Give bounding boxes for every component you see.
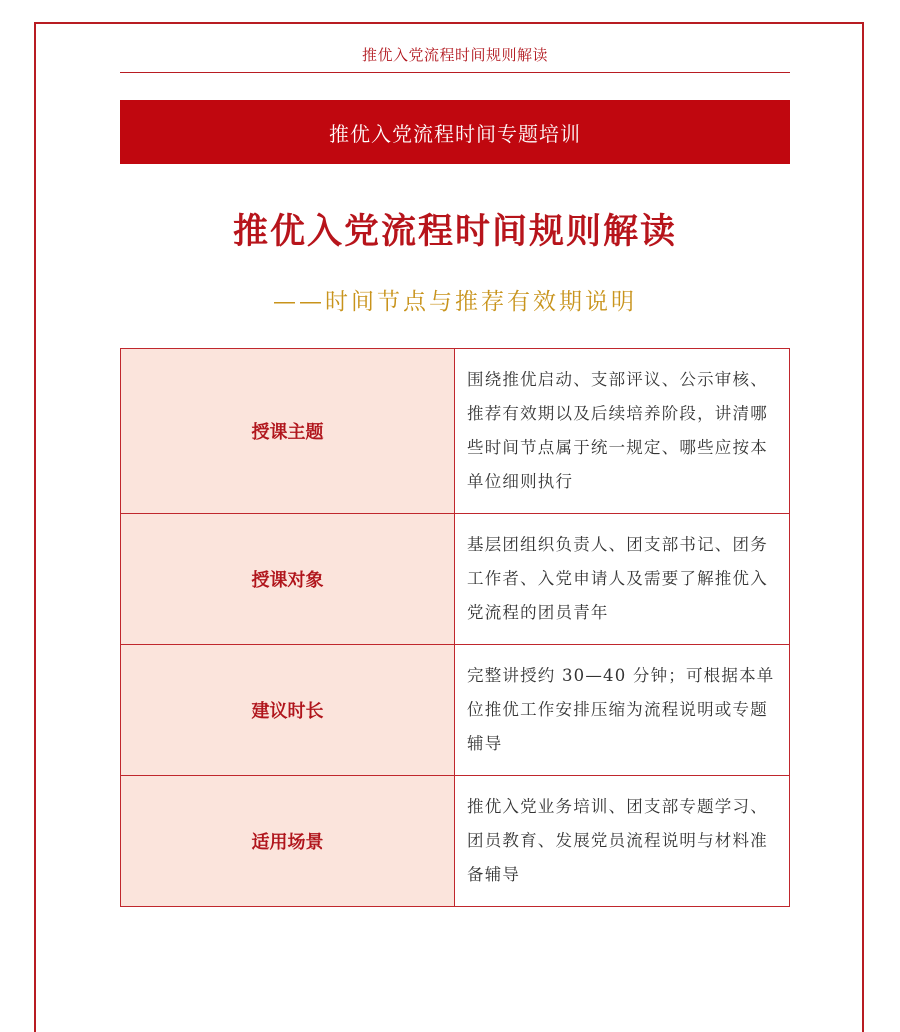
- row-content-audience: 基层团组织负责人、团支部书记、团务工作者、入党申请人及需要了解推优入党流程的团员青年: [467, 535, 768, 622]
- banner-text: 推优入党流程时间专题培训: [329, 121, 581, 146]
- page-title: 推优入党流程时间规则解读: [232, 212, 677, 252]
- row-content-duration: 完整讲授约 30—40 分钟；可根据本单位推优工作安排压缩为流程说明或专题辅导: [467, 666, 775, 753]
- table-row-audience: [121, 514, 789, 645]
- row-label-topic: 授课主题: [121, 349, 455, 513]
- table-row-topic: [121, 349, 789, 514]
- row-label-duration: 建议时长: [121, 645, 455, 775]
- header-divider: [120, 72, 790, 73]
- table-row-duration: [121, 645, 789, 776]
- row-label-scenario: 适用场景: [121, 776, 455, 906]
- row-label-audience: 授课对象: [121, 514, 455, 644]
- table-row-scenario: [121, 776, 789, 906]
- course-info-table: [120, 348, 790, 907]
- running-header: 推优入党流程时间规则解读: [361, 46, 548, 64]
- page-subtitle: ——时间节点与推荐有效期说明: [273, 289, 637, 315]
- title-banner: [120, 100, 790, 164]
- row-content-scenario: 推优入党业务培训、团支部专题学习、团员教育、发展党员流程说明与材料准备辅导: [467, 797, 768, 884]
- row-content-topic: 围绕推优启动、支部评议、公示审核、推荐有效期以及后续培养阶段，讲清哪些时间节点属于统一规定、哪些应按本单位细则执行: [467, 370, 768, 491]
